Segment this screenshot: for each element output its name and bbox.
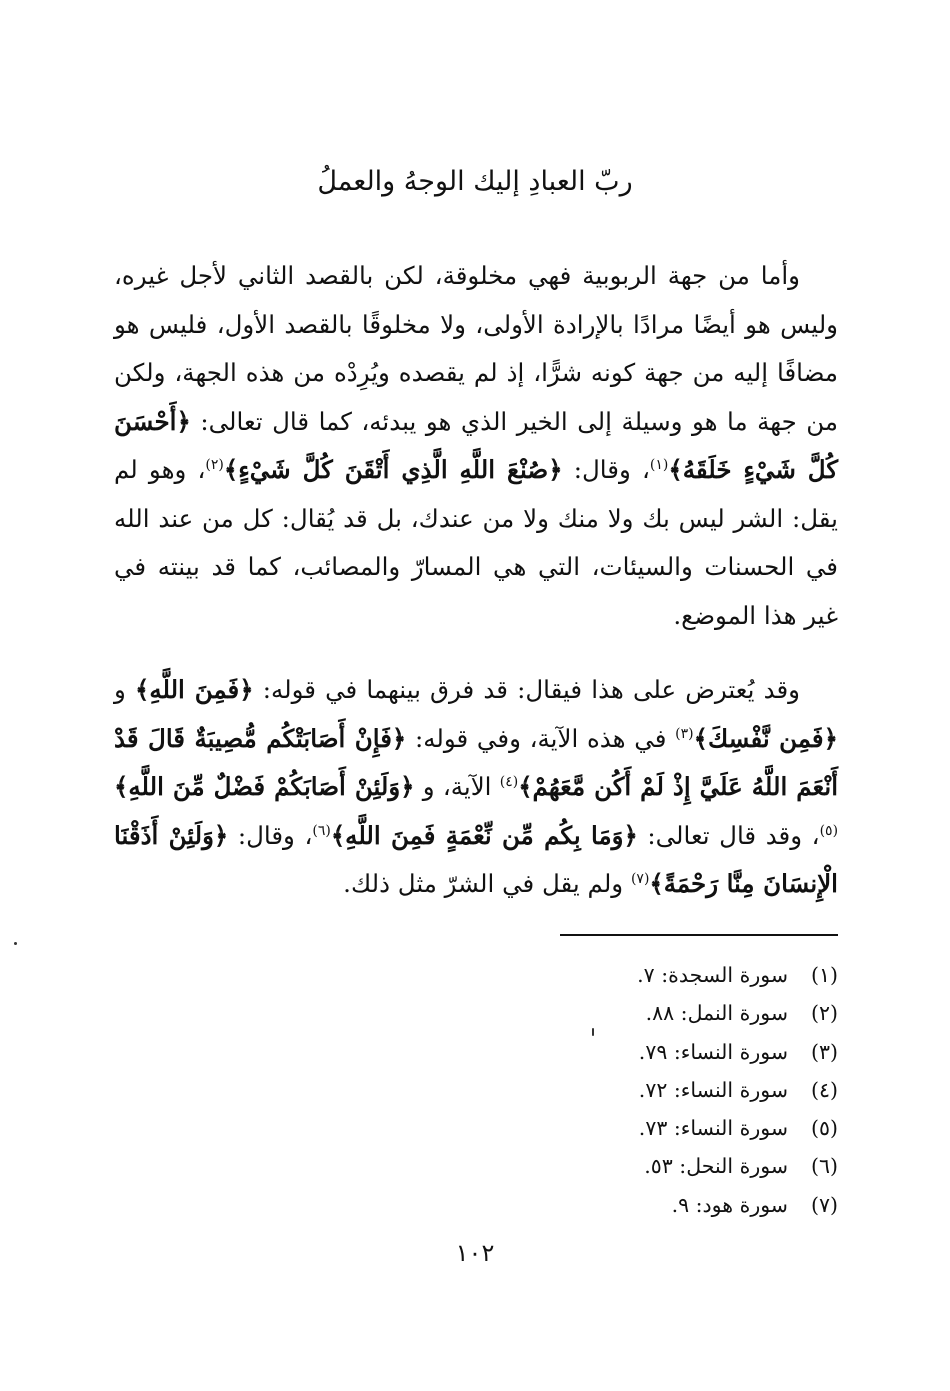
footnote-ref: (٧) [630,870,650,887]
footnote-number: (٣) [810,1039,838,1064]
footnote-ref: (٣) [675,725,694,742]
footnote-ref: (٤) [499,773,519,790]
text-run: وأما من جهة الربوبية فهي مخلوقة، لكن بالقصد الثاني لأجل غيره، وليس هو أيضًا مرادًا بالإرادة الأولى، ولا مخلوقًا بالقصد الأول، فليس هو مضافًا إليه من جهة كونه شرًّا، إذ لم يقصده ويُرِدْه من هذه الجهة، ولكن من جهة ما هو وسيلة إلى الخير الذي هو يبدئه، كما قال تعالى: [114,261,838,436]
footnote-number: (٢) [810,1001,838,1026]
footnote-ref: (٦) [312,822,331,839]
footnote-ref: (٢) [205,456,224,473]
footnote-number: (٦) [810,1154,838,1179]
footnote-number: (٧) [810,1192,838,1217]
quran-quote: ﴿وَمَا بِكُم مِّن نِّعْمَةٍ فَمِنَ اللَّهِ﴾ [330,820,638,850]
quran-quote: ﴿فَمِن نَّفْسِكَ﴾ [693,723,838,753]
quran-quote: ﴿فَمِنَ اللَّهِ﴾ [134,675,254,704]
footnote-item [438,956,838,994]
text-run: ، وهو لم يقل: الشر ليس بك ولا منك ولا من عندك، بل قد يُقال: كل من عند الله في الحسنات والسيئات، التي هي المسارّ والمصائب، كما قد بينته في غير هذا الموضع. [114,455,838,630]
footnote-item [438,1071,838,1109]
footnote-text: سورة هود: ٩. [671,1192,788,1217]
footnote-item [438,1109,838,1147]
footnote-text: سورة النحل: ٥٣. [644,1154,788,1179]
footnote-text: سورة النمل: ٨٨. [645,1001,788,1026]
paragraph-1 [114,252,838,640]
quran-quote: ﴿صُنْعَ اللَّهِ الَّذِي أَتْقَنَ كُلَّ شَيْءٍ﴾ [223,455,563,484]
text-run: ، وقد قال تعالى: [637,820,820,850]
footnote-number: (٤) [810,1077,838,1102]
body-text [114,252,838,909]
footnote-text: سورة السجدة: ٧. [637,963,788,987]
footnote-separator [560,934,838,936]
footnote-item [438,1033,838,1071]
footnote-ref: (٥) [819,822,839,839]
footnote-text: سورة النساء: ٧٣. [638,1116,788,1141]
quran-quote: ﴿فَإِنْ أَصَابَتْكُم مُّصِيبَةٌ قَالَ قَدْ أَنْعَمَ اللَّهُ عَلَيَّ إِذْ لَمْ أَكُن مَّعَهُمْ﴾ [114,723,838,801]
footnote-text: سورة النساء: ٧٩. [638,1039,788,1064]
page-number: ١٠٢ [455,1239,495,1267]
text-run: ، وقال: [562,455,650,484]
footnote-item [438,1147,838,1185]
quran-quote: ﴿وَلَئِنْ أَذَقْنَا الْإِنسَانَ مِنَّا رَحْمَةً﴾ [114,820,838,898]
footnote-item [438,1186,838,1224]
footnote-text: سورة النساء: ٧٢. [638,1077,788,1102]
text-run: و [114,675,135,704]
text-run: ، وقال: [228,820,313,850]
text-run: ولم يقل في الشرّ مثل ذلك. [343,869,631,898]
text-run: في هذه الآية، وفي قوله: [406,723,676,753]
footnote-item [438,994,838,1032]
scan-speck [592,1028,594,1036]
running-head: ربّ العبادِ إليك الوجهُ والعملُ [317,166,633,197]
text-run: الآية، و [414,772,500,801]
quran-quote: ﴿وَلَئِنْ أَصَابَكُمْ فَضْلٌ مِّنَ اللَّهِ﴾ [114,772,415,801]
footnote-ref: (١) [649,456,669,473]
footnote-number: (٥) [810,1116,838,1141]
quran-quote: ﴿أَحْسَنَ كُلَّ شَيْءٍ خَلَقَهُ﴾ [114,406,839,484]
text-run: وقد يُعترض على هذا فيقال: قد فرق بينهما في قوله: [253,675,800,704]
footnotes-list [438,956,838,1224]
scan-speck [14,942,17,945]
paragraph-2 [114,666,838,909]
footnote-number: (١) [810,963,838,987]
